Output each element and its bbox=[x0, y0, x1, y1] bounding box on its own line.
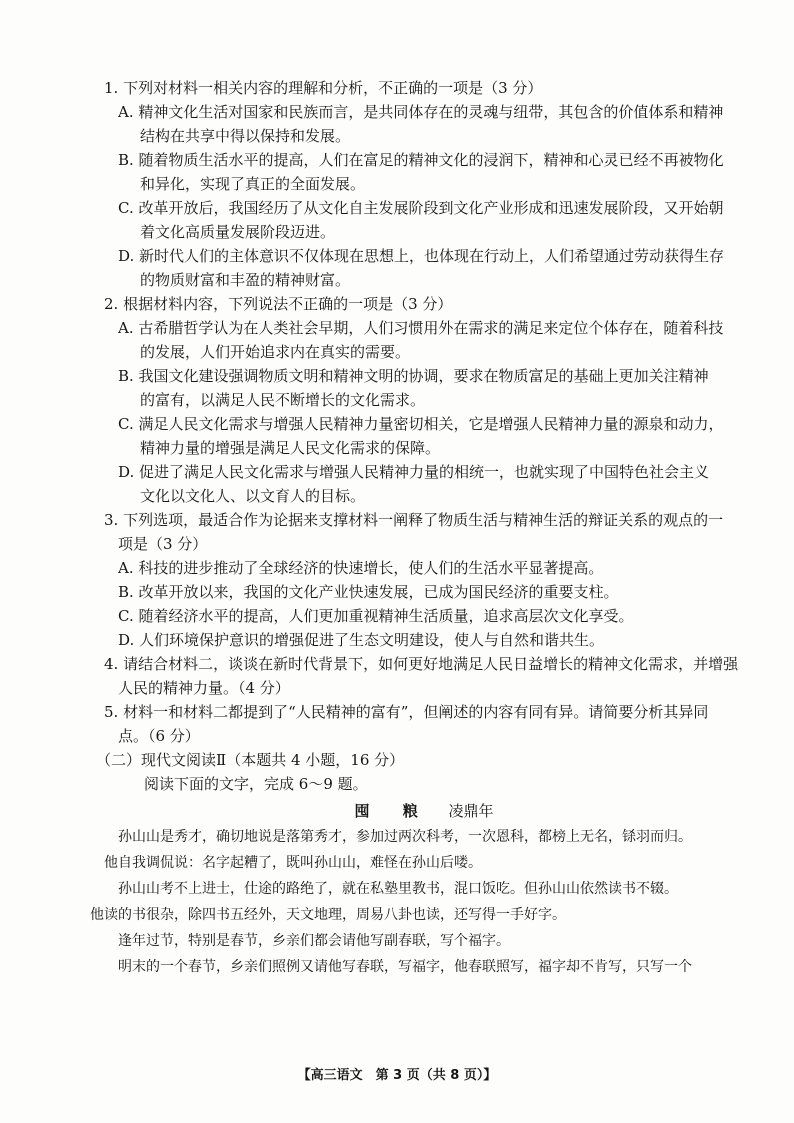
question-3-option-d: D. 人们环境保护意识的增强促进了生态文明建设，使人与自然和谐共生。 bbox=[118, 631, 605, 649]
question-1-option-b-line-1: B. 随着物质生活水平的提高，人们在富足的精神文化的浸润下，精神和心灵已经不再被物化 bbox=[118, 151, 724, 169]
question-4-line-2: 人民的精神力量。（4 分） bbox=[118, 679, 290, 697]
story-paragraph-1-cont: 他自我调侃说：名字起糟了，既叫孙山山，难怪在孙山后喽。 bbox=[104, 855, 482, 871]
page-content bbox=[90, 76, 744, 980]
question-3-option-b: B. 改革开放以来，我国的文化产业快速发展，已成为国民经济的重要支柱。 bbox=[118, 583, 619, 601]
story-paragraph-1: 孙山山是秀才，确切地说是落第秀才，参加过两次科考，一次恩科，都榜上无名，铩羽而归。 bbox=[118, 829, 692, 845]
question-4-line-1: 4. 请结合材料二，谈谈在新时代背景下，如何更好地满足人民日益增长的精神文化需求，并增强 bbox=[104, 655, 739, 673]
question-2-option-a-line-1: A. 古希腊哲学认为在人类社会早期，人们习惯用外在需求的满足来定位个体存在，随着科技 bbox=[118, 319, 724, 337]
question-1-option-b-line-2: 和异化，实现了真正的全面发展。 bbox=[140, 175, 366, 193]
question-1-option-c-line-1: C. 改革开放后，我国经历了从文化自主发展阶段到文化产业形成和迅速发展阶段，又开始朝 bbox=[118, 199, 724, 217]
story-paragraph-2: 孙山山考不上进士，仕途的路绝了，就在私塾里教书，混口饭吃。但孙山山依然读书不辍。 bbox=[118, 881, 678, 897]
article-title-line bbox=[104, 798, 744, 824]
question-1-option-d-line-2: 的物质财富和丰盈的精神财富。 bbox=[140, 271, 351, 289]
question-2-option-a-line-2: 的发展，人们开始追求内在真实的需要。 bbox=[140, 343, 411, 361]
section-2-instruction: 阅读下面的文字，完成 6～9 题。 bbox=[144, 775, 368, 793]
question-3-stem-line-1: 3. 下列选项，最适合作为论据来支撑材料一阐释了物质生活与精神生活的辩证关系的观点的一 bbox=[104, 511, 724, 529]
question-3-option-a: A. 科技的进步推动了全球经济的快速增长，使人们的生活水平显著提高。 bbox=[118, 559, 604, 577]
question-1-stem: 1. 下列对材料一相关内容的理解和分析，不正确的一项是（3 分） bbox=[104, 79, 543, 97]
story-paragraph-3: 逢年过节，特别是春节，乡亲们都会请他写副春联，写个福字。 bbox=[118, 933, 510, 949]
footer-text: 【高三语文 第 3 页（共 8 页）】 bbox=[297, 1068, 497, 1083]
question-3-option-c: C. 随着经济水平的提高，人们更加重视精神生活质量，追求高层次文化享受。 bbox=[118, 607, 634, 625]
question-1-option-a-line-2: 结构在共享中得以保持和发展。 bbox=[140, 127, 351, 145]
question-2-option-b-line-1: B. 我国文化建设强调物质文明和精神文明的协调，要求在物质富足的基础上更加关注精神 bbox=[118, 367, 709, 385]
story-paragraph-2-cont: 他读的书很杂，除四书五经外，天文地理，周易八卦也读，还写得一手好字。 bbox=[90, 907, 566, 923]
question-5-line-1: 5. 材料一和材料二都提到了“人民精神的富有”，但阐述的内容有同有异。请简要分析其异同 bbox=[104, 703, 709, 721]
question-2-option-d-line-2: 文化以文化人、以文育人的目标。 bbox=[140, 487, 366, 505]
question-2-option-c-line-1: C. 满足人民文化需求与增强人民精神力量密切相关，它是增强人民精神力量的源泉和动力， bbox=[118, 415, 724, 433]
question-1-option-d-line-1: D. 新时代人们的主体意识不仅体现在思想上，也体现在行动上，人们希望通过劳动获得生存 bbox=[118, 247, 725, 265]
question-5-line-2: 点。（6 分） bbox=[118, 727, 200, 745]
page-footer bbox=[0, 1067, 794, 1085]
section-2-heading: （二）现代文阅读Ⅱ（本题共 4 小题，16 分） bbox=[96, 751, 405, 769]
question-3-stem-line-2: 项是（3 分） bbox=[118, 535, 208, 553]
question-2-option-c-line-2: 精神力量的增强是满足人民文化需求的保障。 bbox=[140, 439, 441, 457]
story-paragraph-4: 明末的一个春节，乡亲们照例又请他写春联，写福字，他春联照写，福字却不肯写，只写一个 bbox=[118, 959, 692, 975]
question-2-option-b-line-2: 的富有，以满足人民不断增长的文化需求。 bbox=[140, 391, 426, 409]
question-2-stem: 2. 根据材料内容，下列说法不正确的一项是（3 分） bbox=[104, 295, 453, 313]
article-author: 凌鼎年 bbox=[448, 802, 494, 820]
question-1-option-c-line-2: 着文化高质量发展阶段迈进。 bbox=[140, 223, 336, 241]
question-1-option-a-line-1: A. 精神文化生活对国家和民族而言，是共同体存在的灵魂与纽带，其包含的价值体系和精神 bbox=[118, 103, 724, 121]
question-2-option-d-line-1: D. 促进了满足人民文化需求与增强人民精神力量的相统一，也就实现了中国特色社会主义 bbox=[118, 463, 710, 481]
article-title: 囤 粮 bbox=[354, 802, 432, 820]
